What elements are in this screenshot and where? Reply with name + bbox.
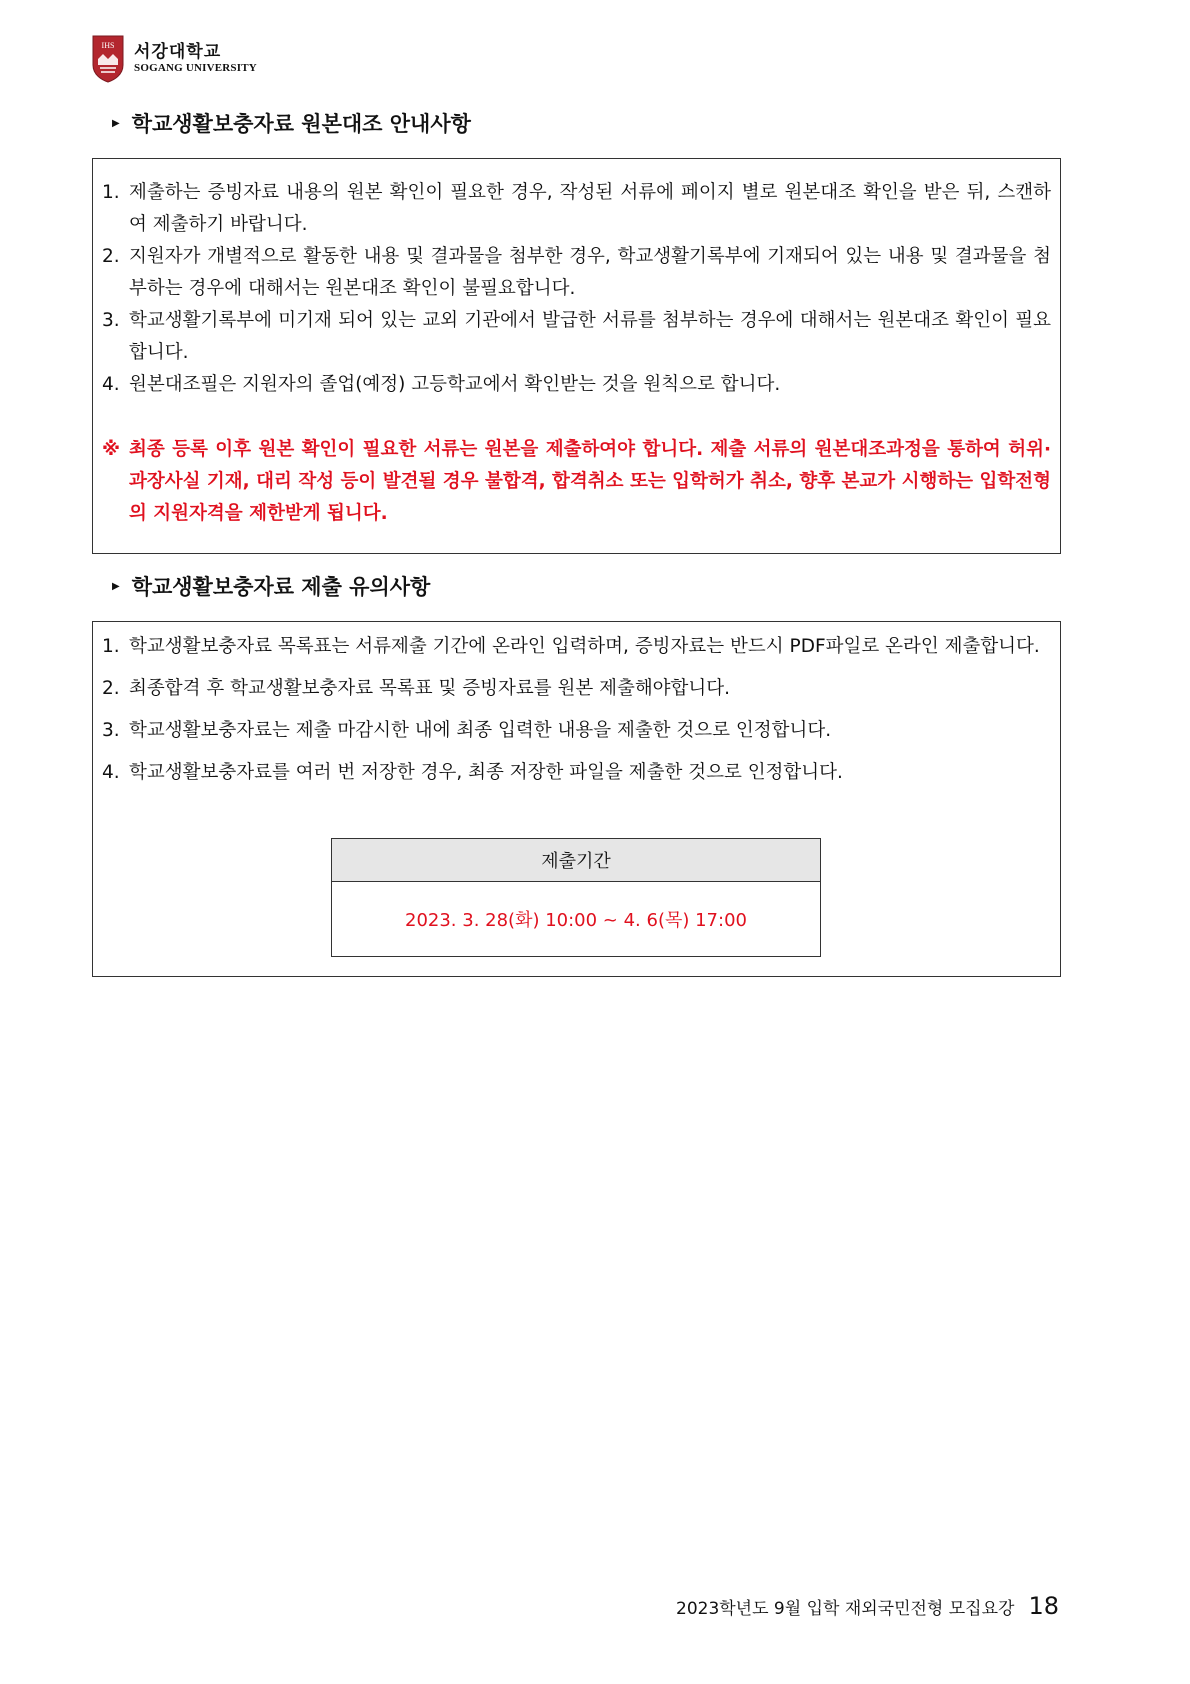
- list-item: 4. 학교생활보충자료를 여러 번 저장한 경우, 최종 저장한 파일을 제출한 것으로 인정합니다.: [102, 762, 843, 783]
- triangle-bullet-icon: ▶: [112, 580, 120, 592]
- logo-english-name: SOGANG UNIVERSITY: [134, 62, 257, 74]
- section2-title: [112, 571, 430, 601]
- section2-title-text: 학교생활보충자료 제출 유의사항: [131, 575, 431, 599]
- period-header: 제출기간: [332, 839, 821, 882]
- list-item: 3. 학교생활기록부에 미기재 되어 있는 교외 기관에서 발급한 서류를 첨부하는 경우에 대해서는 원본대조 확인이 필요합니다.: [102, 310, 1051, 363]
- crest-icon: [92, 35, 124, 83]
- svg-text:IHS: IHS: [101, 41, 115, 50]
- list-item: 2. 최종합격 후 학교생활보충자료 목록표 및 증빙자료를 원본 제출해야합니다.: [102, 678, 731, 699]
- section1-title-text: 학교생활보충자료 원본대조 안내사항: [131, 112, 471, 136]
- period-value: 2023. 3. 28(화) 10:00 ~ 4. 6(목) 17:00: [332, 882, 821, 957]
- university-logo: [92, 34, 257, 84]
- section1-title: [112, 108, 471, 138]
- list-item: 2. 지원자가 개별적으로 활동한 내용 및 결과물을 첨부한 경우, 학교생활기록부에 기재되어 있는 내용 및 결과물을 첨부하는 경우에 대해서는 원본대조 확인이 불필요합니다.: [102, 246, 1051, 299]
- list-item: 1. 학교생활보충자료 목록표는 서류제출 기간에 온라인 입력하며, 증빙자료는 반드시 PDF파일로 온라인 제출합니다.: [102, 636, 1040, 657]
- list-item: 4. 원본대조필은 지원자의 졸업(예정) 고등학교에서 확인받는 것을 원칙으로 합니다.: [102, 374, 781, 395]
- submission-notes-box: [92, 621, 1061, 977]
- list-item: 3. 학교생활보충자료는 제출 마감시한 내에 최종 입력한 내용을 제출한 것으로 인정합니다.: [102, 720, 832, 741]
- footer-title: 2023학년도 9월 입학 재외국민전형 모집요강: [676, 1599, 1015, 1619]
- page-footer: [676, 1592, 1059, 1620]
- section1-list: [93, 177, 1051, 401]
- section2-list: [93, 631, 1051, 789]
- list-item: 1. 제출하는 증빙자료 내용의 원본 확인이 필요한 경우, 작성된 서류에 페이지 별로 원본대조 확인을 받은 뒤, 스캔하여 제출하기 바랍니다.: [102, 182, 1051, 235]
- reference-mark-icon: ※: [102, 439, 120, 460]
- logo-korean-name: 서강대학교: [134, 42, 222, 62]
- page-number: 18: [1028, 1592, 1059, 1620]
- warning-notice: ※ 최종 등록 이후 원본 확인이 필요한 서류는 원본을 제출하여야 합니다. 제출 서류의 원본대조과정을 통하여 허위·과장사실 기재, 대리 작성 등이 발견될 경우 불합격, 합격취소 또는 입학허가 취소, 향후 본교가 시행하는 입학전형의 지원자격을 제한받게 됩니다.: [93, 434, 1051, 530]
- submission-period-table: [331, 838, 821, 957]
- triangle-bullet-icon: ▶: [112, 117, 120, 129]
- original-verification-notice-box: [92, 158, 1061, 554]
